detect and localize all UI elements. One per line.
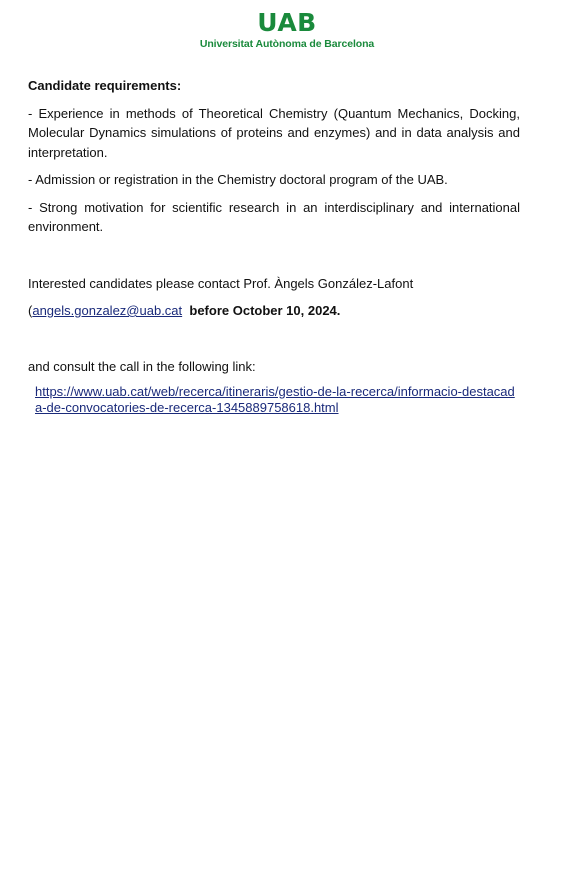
contact-email-line	[28, 301, 520, 321]
requirement-item-3: - Strong motivation for scientific research in an interdisciplinary and international environment.	[28, 199, 520, 234]
contact-intro: Interested candidates please contact Prof. Àngels González-Lafont	[28, 275, 414, 291]
call-intro: and consult the call in the following link:	[28, 358, 256, 374]
requirement-item-1: - Experience in methods of Theoretical Chemistry (Quantum Mechanics, Docking, Molecular Dynamics simulations of proteins and enzymes) and in data analysis and interpretation.	[28, 105, 520, 160]
header	[0, 10, 574, 50]
open-paren: (	[28, 303, 33, 318]
uab-logo: UAB	[257, 8, 317, 37]
email-link[interactable]: angels.gonzalez@uab.cat	[32, 303, 183, 318]
call-url-link[interactable]: https://www.uab.cat/web/recerca/itineraris/gestio-de-la-recerca/informacio-destacada-de-convocatories-de-recerca-1345889758618.html	[35, 384, 515, 415]
requirement-item-2: - Admission or registration in the Chemistry doctoral program of the UAB.	[28, 172, 448, 187]
spacer	[28, 245, 520, 274]
spacer	[28, 329, 520, 357]
deadline-text: before October 10, 2024.	[189, 303, 341, 318]
document-body	[28, 76, 520, 416]
university-name: Universitat Autònoma de Barcelona	[199, 38, 375, 50]
call-link-block	[28, 384, 520, 416]
requirements-heading: Candidate requirements:	[28, 78, 182, 93]
